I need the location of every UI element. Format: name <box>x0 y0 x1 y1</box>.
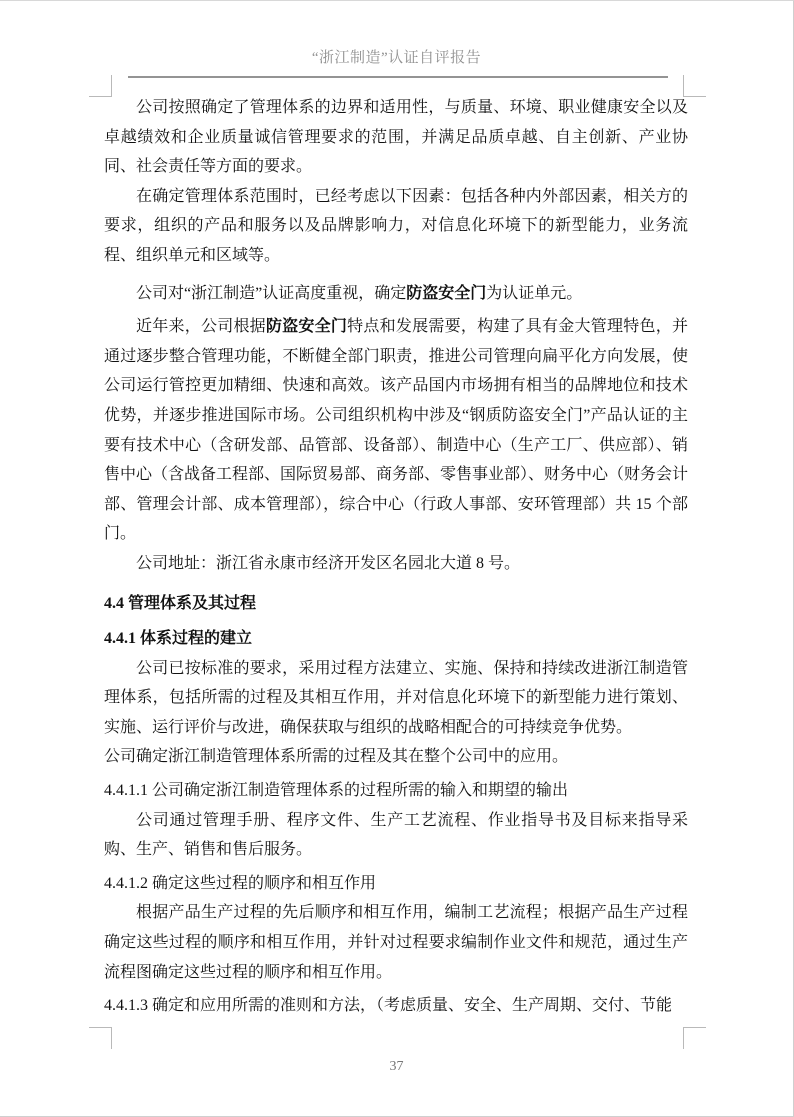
paragraph-system-boundary: 公司按照确定了管理体系的边界和适用性，与质量、环境、职业健康安全以及卓越绩效和企业质量诚信管理要求的范围，并满足品质卓越、自主创新、产业协同、社会责任等方面的要求。 <box>104 99 688 176</box>
cert-unit-text-pre: 公司对“浙江制造”认证高度重视，确定 <box>136 284 407 302</box>
paragraph-input-output: 公司通过管理手册、程序文件、生产工艺流程、作业指导书及目标来指导采购、生产、销售和售后服务。 <box>104 811 688 859</box>
header-rule <box>128 76 668 78</box>
heading-4-4: 4.4 管理体系及其过程 <box>104 594 257 612</box>
heading-4-4-1-2: 4.4.1.2 确定这些过程的顺序和相互作用 <box>104 874 377 892</box>
document-body <box>104 93 688 1021</box>
cert-unit-product-bold: 防盗安全门 <box>406 284 487 302</box>
heading-4-4-1: 4.4.1 体系过程的建立 <box>104 630 253 648</box>
paragraph-cert-unit <box>104 279 688 309</box>
cert-unit-text-post: 为认证单元。 <box>486 284 583 302</box>
paragraph-process-sequence: 根据产品生产过程的先后顺序和相互作用，编制工艺流程；根据产品生产过程确定这些过程的顺序和相互作用，并针对过程要求编制作业文件和规范，通过生产流程图确定这些过程的顺序和相互作用。 <box>104 904 688 981</box>
text-boundary-mark-bottom-right <box>683 1027 706 1049</box>
paragraph-scope-factors: 在确定管理体系范围时，已经考虑以下因素：包括各种内外部因素，相关方的要求，组织的产品和服务以及品牌影响力，对信息化环境下的新型能力，业务流程、组织单元和区域等。 <box>104 187 688 264</box>
paragraph-organization <box>104 312 688 549</box>
heading-4-4-1-3: 4.4.1.3 确定和应用所需的准则和方法，（考虑质量、安全、生产周期、交付、节能 <box>104 997 673 1015</box>
organization-text-post: 特点和发展需要，构建了具有金大管理特色，并通过逐步整合管理功能，不断健全部门职责，推进公司管理向扁平化方向发展，使公司运行管控更加精细、快速和高效。该产品国内市场拥有相当的品牌地位和技术优势，并逐步推进国际市场。公司组织机构中涉及“钢质防盗安全门”产品认证的主要有技术中心（含研发部、品管部、设备部）、制造中心（生产工厂、供应部）、销售中心（含战备工程部、国际贸易部、商务部、零售事业部）、财务中心（财务会计部、管理会计部、成本管理部），综合中心（行政人事部、安环管理部）共 15 个部门。 <box>104 318 689 543</box>
organization-product-bold: 防盗安全门 <box>265 318 348 336</box>
paragraph-company-address: 公司地址：浙江省永康市经济开发区名园北大道 8 号。 <box>136 554 521 572</box>
paragraph-process-application: 公司确定浙江制造管理体系所需的过程及其在整个公司中的应用。 <box>104 748 569 766</box>
heading-4-4-1-1: 4.4.1.1 公司确定浙江制造管理体系的过程所需的输入和期望的输出 <box>104 782 569 800</box>
paragraph-process-method: 公司已按标准的要求，采用过程方法建立、实施、保持和持续改进浙江制造管理体系，包括所需的过程及其相互作用，并对信息化环境下的新型能力进行策划、实施、运行评价与改进，确保获取与组织的战略相配合的可持续竞争优势。 <box>104 659 688 736</box>
text-boundary-mark-bottom-left <box>89 1027 112 1049</box>
organization-text-pre: 近年来，公司根据 <box>136 318 266 336</box>
page-number: 37 <box>389 1059 404 1074</box>
running-header-title: “浙江制造”认证自评报告 <box>311 50 482 66</box>
